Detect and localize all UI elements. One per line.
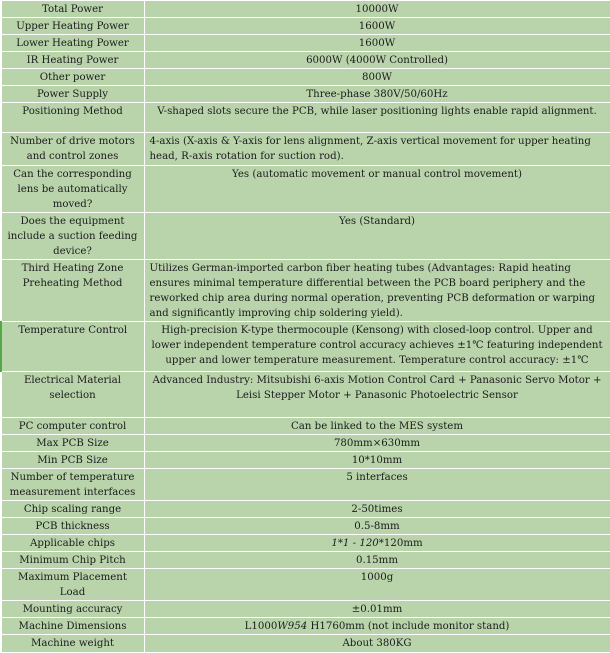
dimension-length: L1000 bbox=[244, 621, 278, 632]
row-value bbox=[144, 618, 610, 635]
table-row bbox=[1, 35, 610, 52]
row-value: 1600W bbox=[144, 35, 610, 52]
table-row bbox=[1, 69, 610, 86]
dimension-width: W954 bbox=[277, 621, 308, 632]
row-label: Chip scaling range bbox=[1, 501, 144, 518]
table-row bbox=[1, 103, 610, 133]
table-row bbox=[1, 452, 610, 469]
row-label: Number of drive motors and control zones bbox=[1, 133, 144, 166]
row-label: PC computer control bbox=[1, 418, 144, 435]
row-label: Third Heating Zone Preheating Method bbox=[1, 260, 144, 322]
table-row bbox=[1, 518, 610, 535]
row-label: Min PCB Size bbox=[1, 452, 144, 469]
row-value: High-precision K-type thermocouple (Kensong) with closed-loop control. Upper and lower independent temperature control accuracy achieves ±1℃ featuring independent upper and lower temperature measurement. Temperature control accuracy: ±1℃ bbox=[144, 322, 610, 372]
row-value: 10000W bbox=[144, 1, 610, 18]
row-label: Lower Heating Power bbox=[1, 35, 144, 52]
row-label: Machine Dimensions bbox=[1, 618, 144, 635]
dimension-height: H1760mm (not include monitor stand) bbox=[310, 621, 510, 632]
table-row bbox=[1, 418, 610, 435]
row-value: 780mm×630mm bbox=[144, 435, 610, 452]
row-value: 10*10mm bbox=[144, 452, 610, 469]
chip-size-range: 1*1 - 120* bbox=[331, 538, 384, 549]
table-row bbox=[1, 1, 610, 18]
row-value: 4-axis (X-axis & Y-axis for lens alignment, Z-axis vertical movement for upper heating head, R-axis rotation for suction rod). bbox=[144, 133, 610, 166]
table-row bbox=[1, 469, 610, 501]
row-label: Upper Heating Power bbox=[1, 18, 144, 35]
row-label: Temperature Control bbox=[1, 322, 144, 372]
row-value: V-shaped slots secure the PCB, while laser positioning lights enable rapid alignment. bbox=[144, 103, 610, 133]
row-label: Positioning Method bbox=[1, 103, 144, 133]
row-label: Applicable chips bbox=[1, 535, 144, 552]
row-label: PCB thickness bbox=[1, 518, 144, 535]
table-row bbox=[1, 569, 610, 601]
row-value: 2-50times bbox=[144, 501, 610, 518]
table-row bbox=[1, 18, 610, 35]
row-label: Other power bbox=[1, 69, 144, 86]
row-label: Maximum Placement Load bbox=[1, 569, 144, 601]
row-label: Electrical Material selection bbox=[1, 372, 144, 418]
row-label: Mounting accuracy bbox=[1, 601, 144, 618]
row-value: About 380KG bbox=[144, 635, 610, 653]
row-label: Machine weight bbox=[1, 635, 144, 653]
row-value: Can be linked to the MES system bbox=[144, 418, 610, 435]
row-label: Can the corresponding lens be automatically moved? bbox=[1, 166, 144, 213]
table-row bbox=[1, 535, 610, 552]
table-row bbox=[1, 601, 610, 618]
row-label: Total Power bbox=[1, 1, 144, 18]
table-row bbox=[1, 133, 610, 166]
row-value: Utilizes German-imported carbon fiber heating tubes (Advantages: Rapid heating ensures minimal temperature differential between the PCB board periphery and the reworked chip area during normal operation, preventing PCB deformation or warping and significantly improving chip soldering yield). bbox=[144, 260, 610, 322]
table-row bbox=[1, 618, 610, 635]
table-row bbox=[1, 372, 610, 418]
chip-size-unit: 120mm bbox=[383, 538, 423, 549]
table-row bbox=[1, 552, 610, 569]
table-row bbox=[1, 635, 610, 653]
row-label: Power Supply bbox=[1, 86, 144, 103]
row-value: Yes (automatic movement or manual control movement) bbox=[144, 166, 610, 213]
table-row bbox=[1, 260, 610, 322]
row-value: Yes (Standard) bbox=[144, 213, 610, 260]
table-row bbox=[1, 501, 610, 518]
row-value bbox=[144, 535, 610, 552]
row-value: 800W bbox=[144, 69, 610, 86]
table-row bbox=[1, 52, 610, 69]
row-value: Three-phase 380V/50/60Hz bbox=[144, 86, 610, 103]
row-label: IR Heating Power bbox=[1, 52, 144, 69]
table-row bbox=[1, 435, 610, 452]
row-value: 1600W bbox=[144, 18, 610, 35]
row-value: 5 interfaces bbox=[144, 469, 610, 501]
row-value: Advanced Industry: Mitsubishi 6-axis Motion Control Card + Panasonic Servo Motor + Leisi Stepper Motor + Panasonic Photoelectric Sensor bbox=[144, 372, 610, 418]
row-label: Number of temperature measurement interfaces bbox=[1, 469, 144, 501]
row-label: Does the equipment include a suction feeding device? bbox=[1, 213, 144, 260]
row-label: Max PCB Size bbox=[1, 435, 144, 452]
row-label: Minimum Chip Pitch bbox=[1, 552, 144, 569]
row-value: 0.15mm bbox=[144, 552, 610, 569]
table-row bbox=[1, 322, 610, 372]
row-value: ±0.01mm bbox=[144, 601, 610, 618]
row-value: 0.5-8mm bbox=[144, 518, 610, 535]
row-value: 1000g bbox=[144, 569, 610, 601]
table-row bbox=[1, 86, 610, 103]
row-value: 6000W (4000W Controlled) bbox=[144, 52, 610, 69]
table-row bbox=[1, 213, 610, 260]
table-row bbox=[1, 166, 610, 213]
